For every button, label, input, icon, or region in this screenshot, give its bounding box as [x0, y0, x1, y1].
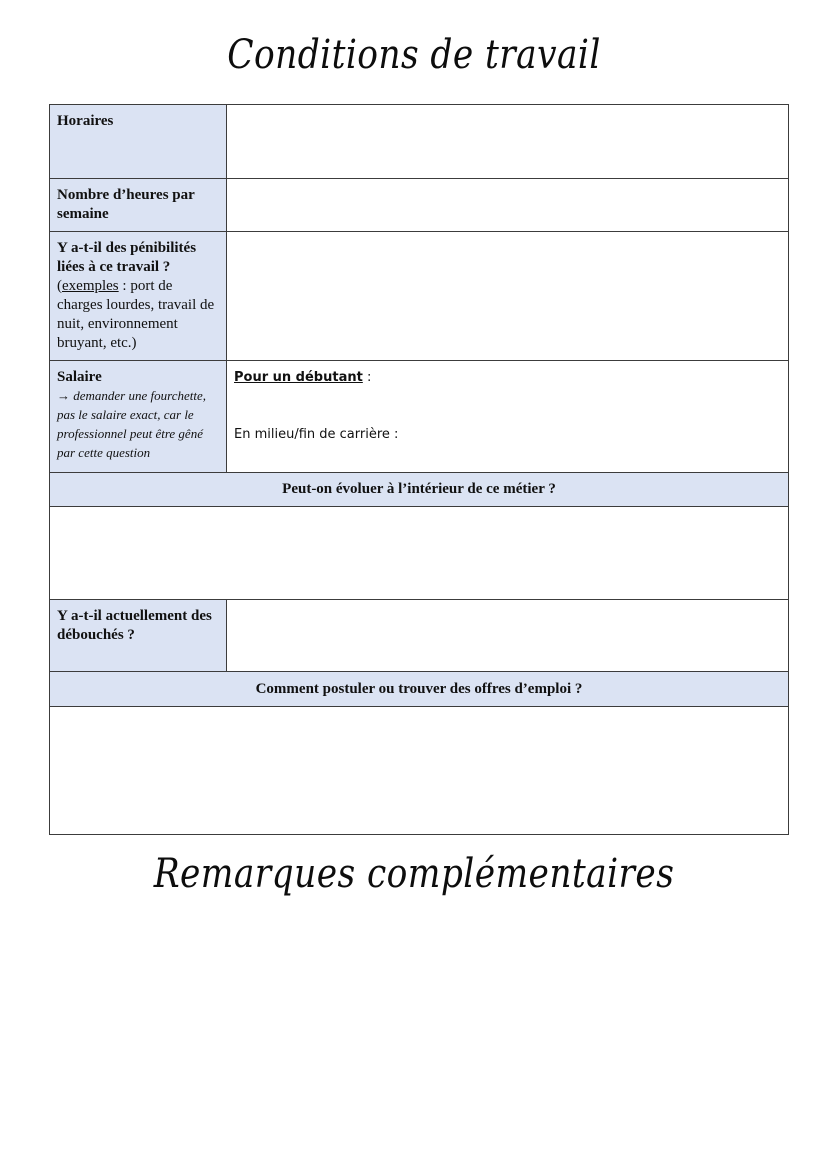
label-penibilites-text: Y a-t-il des pénibilités liées à ce travail ? [57, 240, 197, 275]
label-horaires [50, 105, 227, 179]
debutant-suffix: : [362, 370, 372, 385]
answer-salaire[interactable] [227, 361, 789, 473]
label-horaires-text: Horaires [57, 113, 114, 129]
paren-open: ( [57, 278, 62, 294]
remarks-area[interactable] [49, 910, 789, 1150]
label-debouches [50, 600, 227, 672]
row-postuler-header [50, 672, 789, 707]
row-evoluer-answer [50, 507, 789, 600]
row-salaire [50, 361, 789, 473]
row-horaires [50, 105, 789, 179]
salaire-debutant [234, 370, 781, 427]
answer-postuler[interactable] [50, 707, 789, 835]
row-penibilites [50, 232, 789, 361]
working-conditions-table [49, 104, 789, 835]
row-evoluer-header [50, 473, 789, 507]
carriere-label: En milieu/fin de carrière [234, 427, 390, 442]
label-heures [50, 179, 227, 232]
label-salaire [50, 361, 227, 473]
label-penibilites [50, 232, 227, 361]
page-title: Conditions de travail [227, 32, 601, 78]
label-heures-text: Nombre d’heures par semaine [57, 187, 195, 222]
carriere-suffix: : [389, 427, 399, 442]
row-debouches [50, 600, 789, 672]
section-title-remarques: Remarques complémentaires [153, 851, 675, 897]
answer-evoluer[interactable] [50, 507, 789, 600]
row-heures [50, 179, 789, 232]
salaire-note: → demander une fourchette, pas le salaire exact, car le professionnel peut être gêné par cette question [57, 388, 206, 460]
answer-penibilites[interactable] [227, 232, 789, 361]
salaire-carriere [234, 427, 781, 442]
examples-word: exemples [62, 278, 119, 294]
answer-horaires[interactable] [227, 105, 789, 179]
header-postuler: Comment postuler ou trouver des offres d’emploi ? [50, 672, 789, 707]
row-postuler-answer [50, 707, 789, 835]
header-evoluer: Peut-on évoluer à l’intérieur de ce métier ? [50, 473, 789, 507]
answer-heures[interactable] [227, 179, 789, 232]
examples-text: : port de charges lourdes, travail de nuit, environnement bruyant, etc.) [57, 278, 215, 351]
answer-debouches[interactable] [227, 600, 789, 672]
label-debouches-text: Y a-t-il actuellement des débouchés ? [57, 608, 212, 643]
label-salaire-text: Salaire [57, 369, 102, 385]
debutant-label: Pour un débutant [234, 370, 363, 385]
